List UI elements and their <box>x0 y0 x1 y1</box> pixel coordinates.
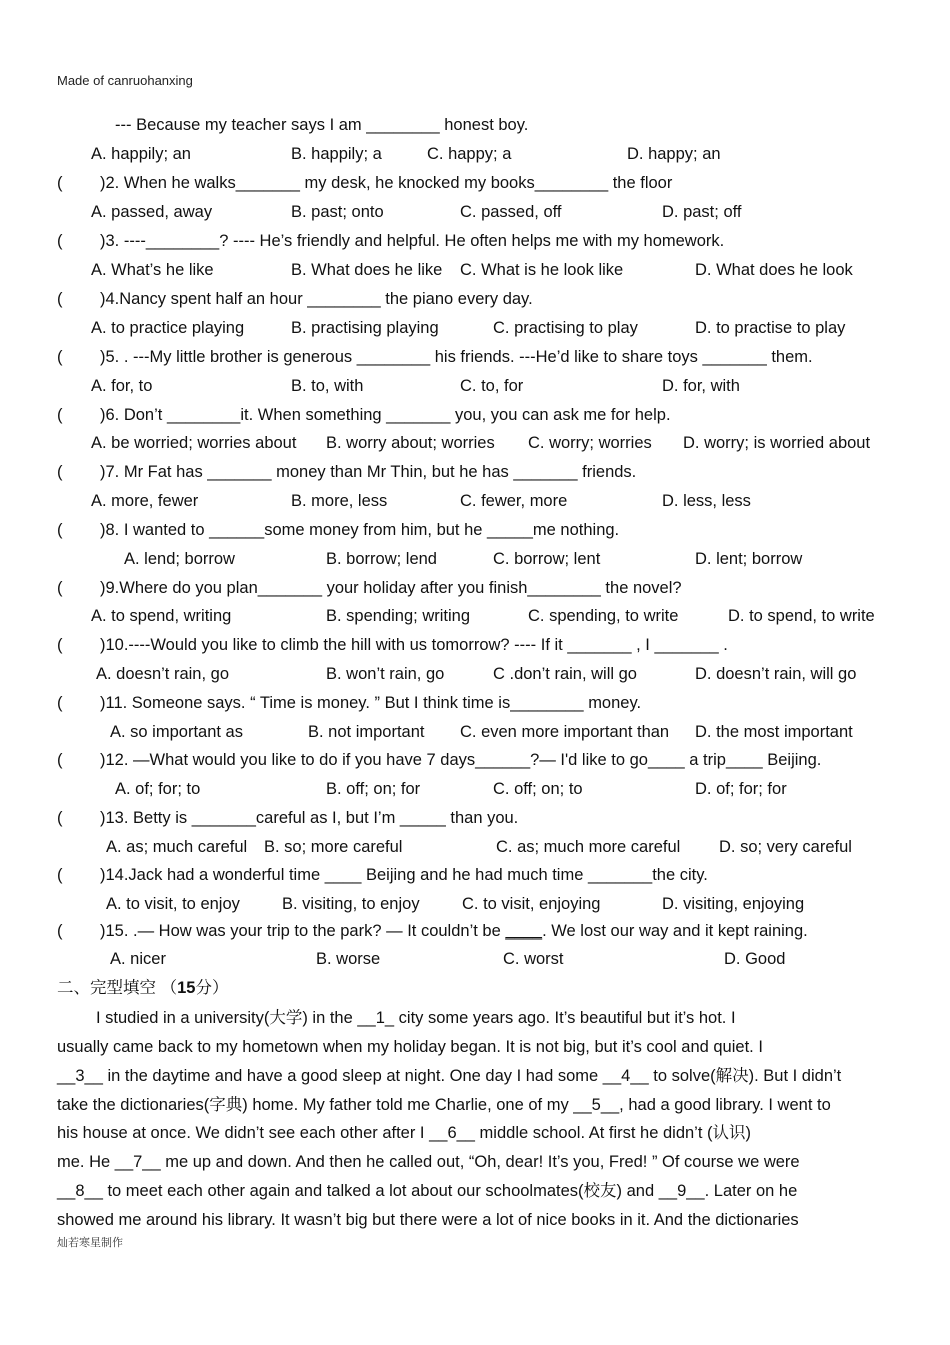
question-5 <box>0 344 950 370</box>
option-a: A. more, fewer <box>91 492 199 510</box>
option-b: B. visiting, to enjoy <box>282 895 420 913</box>
question-text: )3. ----________? ---- He’s friendly and helpful. He often helps me with my homework. <box>100 232 725 250</box>
answer-paren: ( <box>57 521 63 539</box>
question-text: )2. When he walks_______ my desk, he knocked my books________ the floor <box>100 174 673 192</box>
passage-line-8: showed me around his library. It wasn’t big but there were a lot of nice books in it. And the dictionaries <box>57 1211 799 1229</box>
answer-paren: ( <box>57 809 63 827</box>
answer-paren: ( <box>57 866 63 884</box>
section-title-suffix: 分） <box>195 979 229 997</box>
question-4 <box>0 286 950 312</box>
option-d: D. lent; borrow <box>695 550 803 568</box>
question-11 <box>0 690 950 716</box>
options-row <box>0 373 950 399</box>
option-c: C. to, for <box>460 377 524 395</box>
passage-line-3: __3__ in the daytime and have a good sleep at night. One day I had some __4__ to solve(解决). But I didn’t <box>57 1067 842 1085</box>
answer-paren: ( <box>57 922 63 940</box>
question-8 <box>0 517 950 543</box>
option-b: B. spending; writing <box>326 607 470 625</box>
answer-paren: ( <box>57 406 63 424</box>
question-text: )8. I wanted to ______some money from him, but he _____me nothing. <box>100 521 620 539</box>
option-b: B. off; on; for <box>326 780 421 798</box>
options-row <box>0 891 950 917</box>
options-row <box>0 719 950 745</box>
option-b: B. happily; a <box>291 145 382 163</box>
option-b: B. What does he like <box>291 261 443 279</box>
option-d: D. What does he look <box>695 261 853 279</box>
option-d: D. Good <box>724 950 786 968</box>
passage-line-7: __8__ to meet each other again and talked a lot about our schoolmates(校友) and __9__. Later on he <box>57 1182 798 1200</box>
option-c: C. spending, to write <box>528 607 679 625</box>
option-c: C. worry; worries <box>528 434 652 452</box>
section-title <box>0 975 950 1001</box>
option-a: A. What’s he like <box>91 261 214 279</box>
option-b: B. past; onto <box>291 203 384 221</box>
options-row <box>0 834 950 860</box>
options-row <box>0 141 950 167</box>
page-footer: 灿若寒星制作 <box>57 1237 123 1249</box>
option-a: A. to visit, to enjoy <box>106 895 240 913</box>
option-c: C. worst <box>503 950 564 968</box>
question-text: )13. Betty is _______careful as I, but I’m _____ than you. <box>100 809 519 827</box>
question-3 <box>0 228 950 254</box>
question-text-end: . We lost our way and it kept raining. <box>542 922 808 940</box>
option-c: C. to visit, enjoying <box>462 895 601 913</box>
option-b: B. to, with <box>291 377 364 395</box>
option-a: A. to spend, writing <box>91 607 232 625</box>
option-a: A. to practice playing <box>91 319 245 337</box>
question-10 <box>0 632 950 658</box>
option-c: C. borrow; lent <box>493 550 601 568</box>
question-13 <box>0 805 950 831</box>
options-row <box>0 488 950 514</box>
question-14 <box>0 862 950 888</box>
option-b: B. won’t rain, go <box>326 665 445 683</box>
option-b: B. more, less <box>291 492 388 510</box>
option-c: C. happy; a <box>427 145 512 163</box>
question-text: )7. Mr Fat has _______ money than Mr Thin, but he has _______ friends. <box>100 463 637 481</box>
passage-line-6: me. He __7__ me up and down. And then he called out, “Oh, dear! It’s you, Fred! ” Of course we were <box>57 1153 800 1171</box>
option-c: C. off; on; to <box>493 780 583 798</box>
question-text-start: )15. .— How was your trip to the park? — It couldn’t be <box>100 922 506 940</box>
question-9 <box>0 575 950 601</box>
answer-paren: ( <box>57 348 63 366</box>
passage-line-4: take the dictionaries(字典) home. My father told me Charlie, one of my __5__, had a good library. I went to <box>57 1096 831 1114</box>
passage-line-1: I studied in a university(大学) in the __1_ city some years ago. It’s beautiful but it’s hot. I <box>96 1009 736 1027</box>
options-row <box>0 661 950 687</box>
answer-paren: ( <box>57 232 63 250</box>
option-b: B. so; more careful <box>264 838 403 856</box>
answer-paren: ( <box>57 694 63 712</box>
question-text: )4.Nancy spent half an hour ________ the piano every day. <box>100 290 533 308</box>
option-d: D. less, less <box>662 492 751 510</box>
option-a: A. lend; borrow <box>124 550 235 568</box>
option-d: D. doesn’t rain, will go <box>695 665 857 683</box>
question-7 <box>0 459 950 485</box>
question-12 <box>0 747 950 773</box>
question-text: )6. Don’t ________it. When something _______ you, you can ask me for help. <box>100 406 671 424</box>
passage-line-5: his house at once. We didn’t see each other after I __6__ middle school. At first he didn’t (认识) <box>57 1124 751 1142</box>
option-a: A. passed, away <box>91 203 213 221</box>
option-c: C. practising to play <box>493 319 638 337</box>
option-d: D. worry; is worried about <box>683 434 871 452</box>
section-2-heading <box>57 975 228 1001</box>
options-row <box>0 776 950 802</box>
option-c: C. What is he look like <box>460 261 624 279</box>
options-row <box>0 603 950 629</box>
option-d: D. for, with <box>662 377 740 395</box>
option-a: A. doesn’t rain, go <box>96 665 229 683</box>
option-d: D. visiting, enjoying <box>662 895 805 913</box>
page-header: Made of canruohanxing <box>57 73 193 88</box>
option-c: C. even more important than <box>460 723 670 741</box>
question-text: )9.Where do you plan_______ your holiday after you finish________ the novel? <box>100 579 682 597</box>
answer-text: --- Because my teacher says I am ________ honest boy. <box>115 116 529 134</box>
options-row <box>0 199 950 225</box>
option-c: C .don’t rain, will go <box>493 665 637 683</box>
answer-paren: ( <box>57 636 63 654</box>
question-text: )5. . ---My little brother is generous ________ his friends. ---He’d like to share toys _______ them. <box>100 348 813 366</box>
passage-line-2: usually came back to my hometown when my holiday began. It is not big, but it’s cool and quiet. I <box>57 1038 763 1056</box>
option-b: B. borrow; lend <box>326 550 437 568</box>
option-d: D. the most important <box>695 723 853 741</box>
options-row <box>0 257 950 283</box>
option-c: C. as; much more careful <box>496 838 681 856</box>
options-row <box>0 546 950 572</box>
option-d: D. to practise to play <box>695 319 846 337</box>
option-d: D. to spend, to write <box>728 607 875 625</box>
option-a: A. so important as <box>110 723 243 741</box>
options-row <box>0 315 950 341</box>
answer-paren: ( <box>57 579 63 597</box>
section-points: 15 <box>177 979 196 997</box>
option-c: C. passed, off <box>460 203 562 221</box>
answer-paren: ( <box>57 174 63 192</box>
answer-paren: ( <box>57 463 63 481</box>
answer-paren: ( <box>57 290 63 308</box>
question-2 <box>0 170 950 196</box>
option-d: D. of; for; for <box>695 780 787 798</box>
question-text: )14.Jack had a wonderful time ____ Beijing and he had much time _______the city. <box>100 866 708 884</box>
option-a: A. as; much careful <box>106 838 248 856</box>
options-row <box>0 430 950 456</box>
option-d: D. past; off <box>662 203 742 221</box>
option-a: A. of; for; to <box>115 780 201 798</box>
option-a: A. be worried; worries about <box>91 434 297 452</box>
option-b: B. worry about; worries <box>326 434 495 452</box>
option-b: B. practising playing <box>291 319 439 337</box>
option-d: D. so; very careful <box>719 838 852 856</box>
option-c: C. fewer, more <box>460 492 568 510</box>
option-a: A. nicer <box>110 950 166 968</box>
question-text: )12. —What would you like to do if you have 7 days______?— I'd like to go____ a trip____ Beijing. <box>100 751 822 769</box>
option-a: A. for, to <box>91 377 153 395</box>
option-b: B. not important <box>308 723 425 741</box>
option-a: A. happily; an <box>91 145 191 163</box>
question-text: )11. Someone says. “ Time is money. ” But I think time is________ money. <box>100 694 642 712</box>
option-d: D. happy; an <box>627 145 721 163</box>
options-row <box>0 946 950 972</box>
section-title-prefix: 二、完型填空 （ <box>57 979 178 997</box>
question-text <box>100 918 808 944</box>
question-6 <box>0 402 950 428</box>
answer-paren: ( <box>57 751 63 769</box>
question-15 <box>0 918 950 944</box>
question-text: )10.----Would you like to climb the hill with us tomorrow? ---- If it _______ , I _______ . <box>100 636 728 654</box>
answer-blank: ____ <box>505 922 543 940</box>
option-b: B. worse <box>316 950 381 968</box>
question-answer-line <box>0 112 950 138</box>
